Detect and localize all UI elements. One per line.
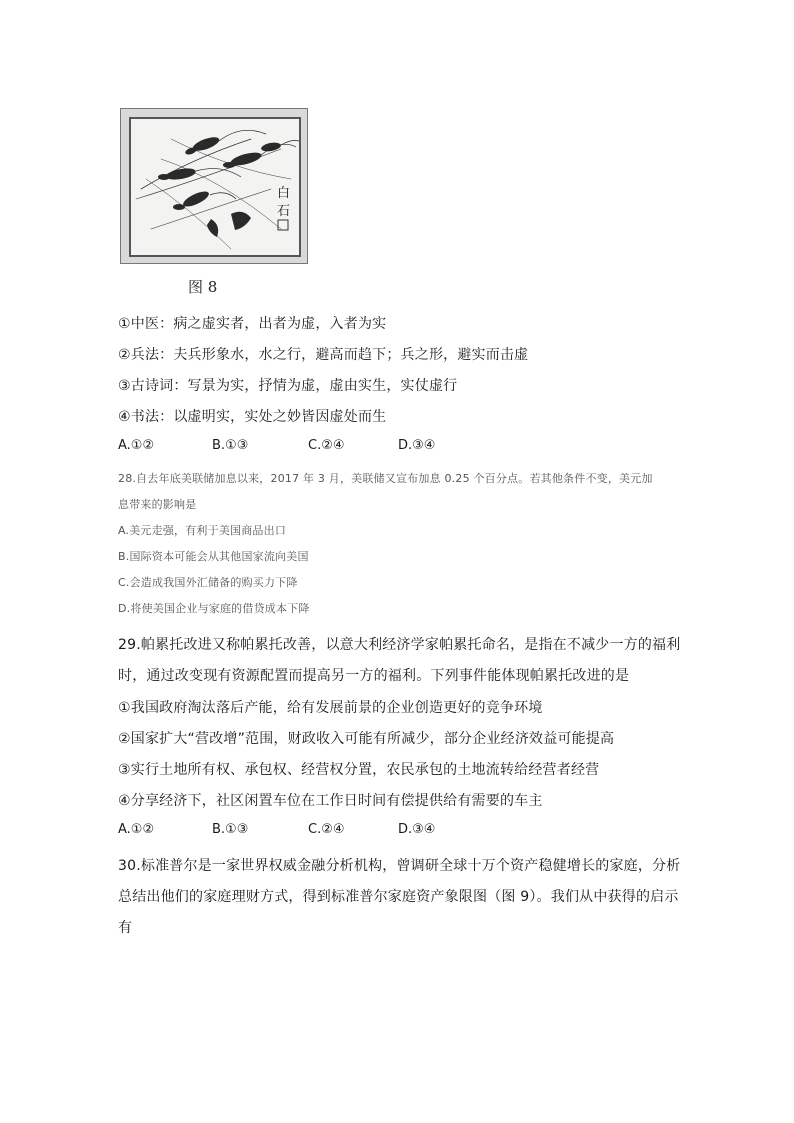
q27-item-4: ④书法：以虚明实，实处之妙皆因虚处而生 bbox=[118, 409, 387, 425]
q30-stem-line-1: 30.标准普尔是一家世界权威金融分析机构，曾调研全球十万个资产稳健增长的家庭，分析 bbox=[118, 858, 681, 874]
q29-options bbox=[118, 822, 435, 837]
q27-option-d[interactable]: D.③④ bbox=[398, 438, 436, 453]
q27-option-a[interactable]: A.①② bbox=[118, 438, 155, 453]
q27-item-3: ③古诗词：写景为实，抒情为虚，虚由实生，实仗虚行 bbox=[118, 378, 458, 394]
q28-choice-a[interactable]: A.美元走强，有利于美国商品出口 bbox=[118, 524, 287, 537]
q30-stem-line-3: 有 bbox=[118, 920, 133, 936]
svg-text:石: 石 bbox=[277, 204, 291, 219]
q29-item-2: ②国家扩大“营改增”范围，财政收入可能有所减少，部分企业经济效益可能提高 bbox=[118, 731, 615, 747]
q29-item-4: ④分享经济下，社区闲置车位在工作日时间有偿提供给有需要的车主 bbox=[118, 793, 543, 809]
q28-choice-d[interactable]: D.将使美国企业与家庭的借贷成本下降 bbox=[118, 602, 310, 615]
q28-stem-line-1: 28.自去年底美联储加息以来，2017 年 3 月，美联储又宣布加息 0.25 个百分点。若其他条件不变，美元加 bbox=[118, 472, 653, 485]
q28-choice-b[interactable]: B.国际资本可能会从其他国家流向美国 bbox=[118, 550, 309, 563]
q29-item-1: ①我国政府淘汰落后产能，给有发展前景的企业创造更好的竞争环境 bbox=[118, 700, 543, 716]
q28-stem-line-2: 息带来的影响是 bbox=[118, 498, 197, 511]
q29-stem-line-1: 29.帕累托改进又称帕累托改善，以意大利经济学家帕累托命名，是指在不减少一方的福利 bbox=[118, 637, 681, 653]
q28-choice-c[interactable]: C.会造成我国外汇储备的购买力下降 bbox=[118, 576, 298, 589]
q29-stem-line-2: 时，通过改变现有资源配置而提高另一方的福利。下列事件能体现帕累托改进的是 bbox=[118, 668, 630, 684]
q29-option-d[interactable]: D.③④ bbox=[398, 822, 436, 837]
painting-seal-signature: 白 bbox=[277, 186, 291, 201]
q27-item-1: ①中医：病之虚实者，出者为虚，入者为实 bbox=[118, 316, 387, 332]
shrimp-painting bbox=[129, 117, 301, 257]
figure-8-caption: 图 8 bbox=[188, 278, 218, 296]
q27-item-2: ②兵法：夫兵形象水，水之行，避高而趋下；兵之形，避实而击虚 bbox=[118, 347, 529, 363]
q27-option-c[interactable]: C.②④ bbox=[308, 438, 345, 453]
q29-option-c[interactable]: C.②④ bbox=[308, 822, 345, 837]
q29-option-b[interactable]: B.①③ bbox=[212, 822, 249, 837]
q29-item-3: ③实行土地所有权、承包权、经营权分置，农民承包的土地流转给经营者经营 bbox=[118, 762, 600, 778]
q29-option-a[interactable]: A.①② bbox=[118, 822, 155, 837]
q30-stem-line-2: 总结出他们的家庭理财方式，得到标准普尔家庭资产象限图（图 9）。我们从中获得的启示 bbox=[118, 889, 679, 905]
painting-frame bbox=[120, 108, 308, 264]
q27-options bbox=[118, 438, 435, 453]
q27-option-b[interactable]: B.①③ bbox=[212, 438, 249, 453]
figure-8-painting bbox=[120, 108, 308, 264]
